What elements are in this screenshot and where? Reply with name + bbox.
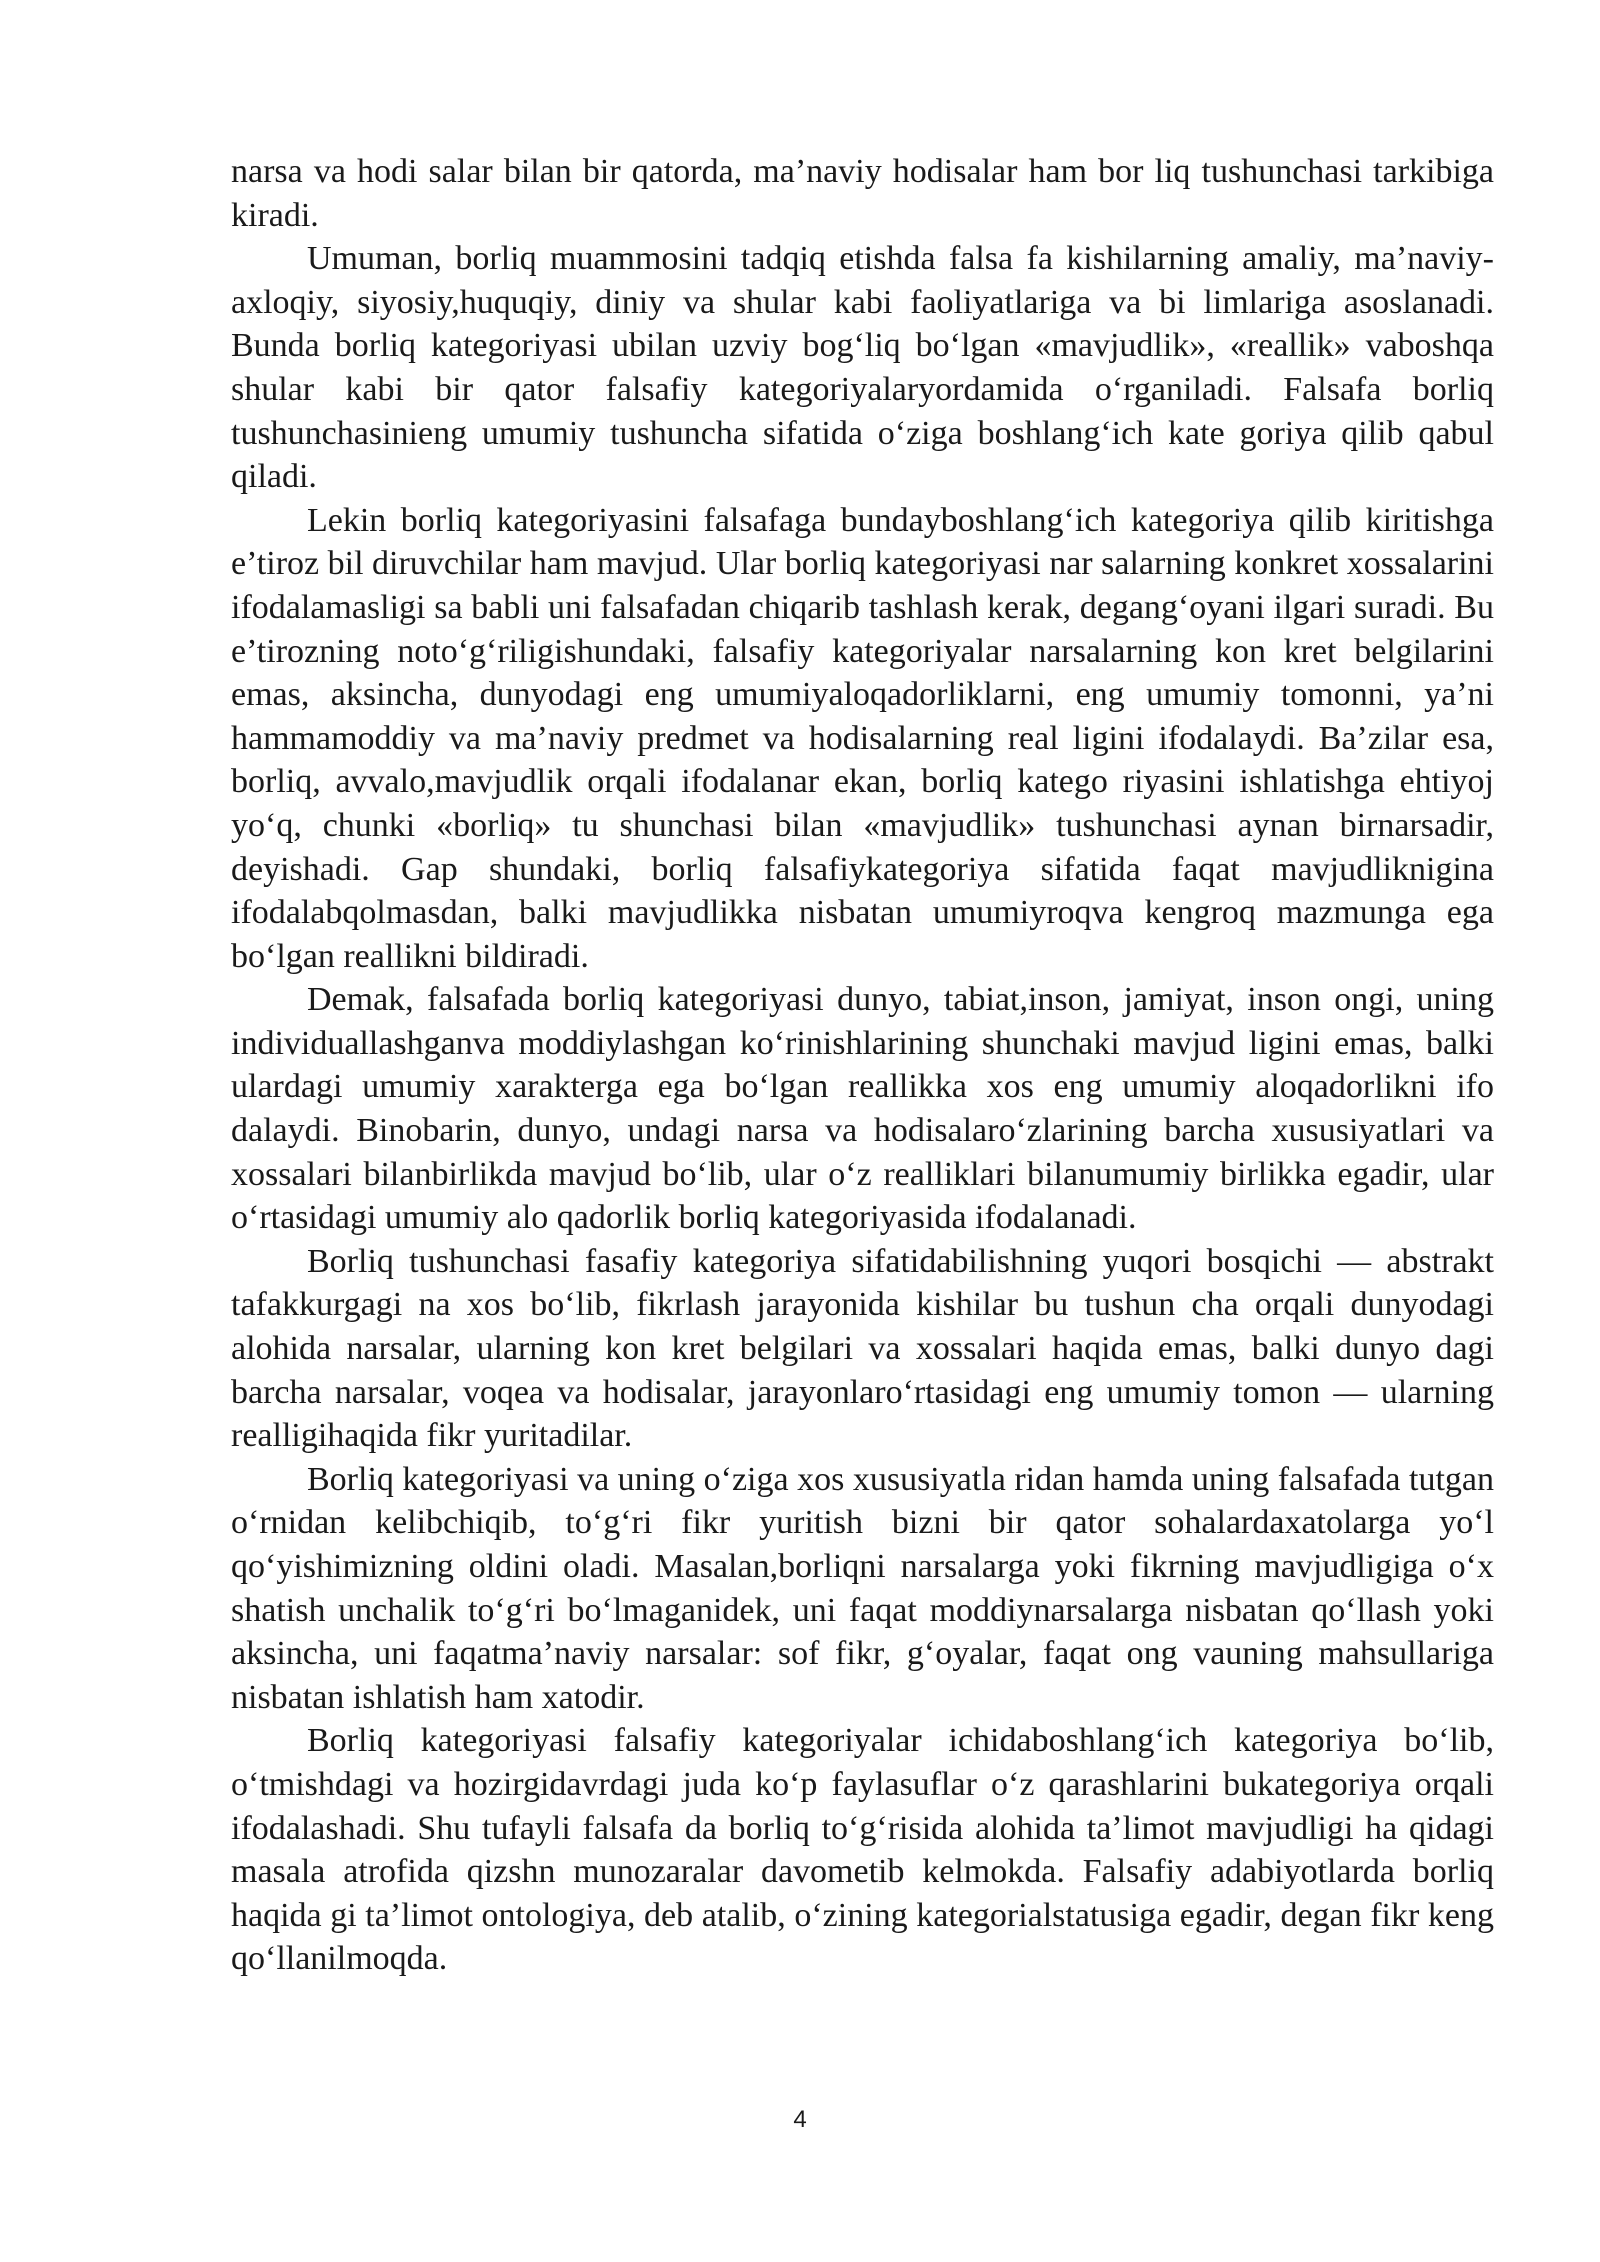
paragraph-continuation: narsa va hodi salar bilan bir qatorda, ma’naviy hodisalar ham bor liq tushunchasi tarkibiga kiradi. — [231, 153, 1494, 234]
paragraph: Borliq kategoriyasi falsafiy kategoriyalar ichidaboshlang‘ich kategoriya bo‘lib, o‘tmishdagi va hozirgidavrdagi juda ko‘p faylasuflar o‘z qarashlarini bukategoriya orqali ifodalashadi. Shu tufayli falsafa da borliq to‘g‘risida alohida ta’limot mavjudligi ha qidagi masala atrofida qizshn munozaralar davometib kelmokda. Falsafiy adabiyotlarda borliq haqida gi ta’limot ontologiya, deb atalib, o‘zining kategorialstatusiga egadir, degan fikr keng qo‘llanilmoqda. — [231, 1722, 1494, 1978]
paragraph: Umuman, borliq muammosini tadqiq etishda falsa fa kishilarning amaliy, ma’naviy-axloqiy, siyosiy,huquqiy, diniy va shular kabi faoliyatlariga va bi limlariga asoslanadi. Bunda borliq kategoriyasi ubilan uzviy bog‘liq bo‘lgan «mavjudlik», «reallik» vaboshqa shular kabi bir qator falsafiy kategoriyalaryordamida o‘rganiladi. Falsafa borliq tushunchasinieng umumiy tushuncha sifatida o‘ziga boshlang‘ich kate goriya qilib qabul qiladi. — [231, 240, 1494, 496]
paragraph: Demak, falsafada borliq kategoriyasi dunyo, tabiat,inson, jamiyat, inson ongi, uning individuallashganva moddiylashgan ko‘rinishlarining shunchaki mavjud ligini emas, balki ulardagi umumiy xarakterga ega bo‘lgan reallikka xos eng umumiy aloqadorlikni ifo dalaydi. Binobarin, dunyo, undagi narsa va hodisalaro‘zlarining barcha xususiyatlari va xossalari bilanbirlikda mavjud bo‘lib, ular o‘z realliklari bilanumumiy birlikka egadir, ular o‘rtasidagi umumiy alo qadorlik borliq kategoriyasida ifodalanadi. — [231, 981, 1494, 1237]
paragraph: Borliq kategoriyasi va uning o‘ziga xos xususiyatla ridan hamda uning falsafada tutgan o‘rnidan kelibchiqib, to‘g‘ri fikr yuritish bizni bir qator sohalardaxatolarga yo‘l qo‘yishimizning oldini oladi. Masalan,borliqni narsalarga yoki fikrning mavjudligiga o‘x shatish unchalik to‘g‘ri bo‘lmaganidek, uni faqat moddiynarsalarga nisbatan qo‘llash yoki aksincha, uni faqatma’naviy narsalar: sof fikr, g‘oyalar, faqat ong vauning mahsullariga nisbatan ishlatish ham xatodir. — [231, 1460, 1494, 1716]
text-body — [231, 150, 1494, 1981]
paragraph: Lekin borliq kategoriyasini falsafaga bundayboshlang‘ich kategoriya qilib kiritishga e’tiroz bil diruvchilar ham mavjud. Ular borliq kategoriyasi nar salarning konkret xossalarini ifodalamasligi sa babli uni falsafadan chiqarib tashlash kerak, degang‘oyani ilgari suradi. Bu e’tirozning noto‘g‘riligishundaki, falsafiy kategoriyalar narsalarning kon kret belgilarini emas, aksincha, dunyodagi eng umumiyaloqadorliklarni, eng umumiy tomonni, ya’ni hammamoddiy va ma’naviy predmet va hodisalarning real ligini ifodalaydi. Ba’zilar esa, borliq, avvalo,mavjudlik orqali ifodalanar ekan, borliq katego riyasini ishlatishga ehtiyoj yo‘q, chunki «borliq» tu shunchasi bilan «mavjudlik» tushunchasi aynan birnarsadir, deyishadi. Gap shundaki, borliq falsafiykategoriya sifatida faqat mavjudliknigina ifodalabqolmasdan, balki mavjudlikka nisbatan umumiyroqva kengroq mazmunga ega bo‘lgan reallikni bildiradi. — [231, 501, 1494, 975]
page-number: 4 — [793, 2106, 807, 2133]
paragraph: Borliq tushunchasi fasafiy kategoriya sifatidabilishning yuqori bosqichi — abstrakt tafakkurgagi na xos bo‘lib, fikrlash jarayonida kishilar bu tushun cha orqali dunyodagi alohida narsalar, ularning kon kret belgilari va xossalari haqida emas, balki dunyo dagi barcha narsalar, voqea va hodisalar, jarayonlaro‘rtasidagi eng umumiy tomon — ularning realligihaqida fikr yuritadilar. — [231, 1242, 1494, 1455]
